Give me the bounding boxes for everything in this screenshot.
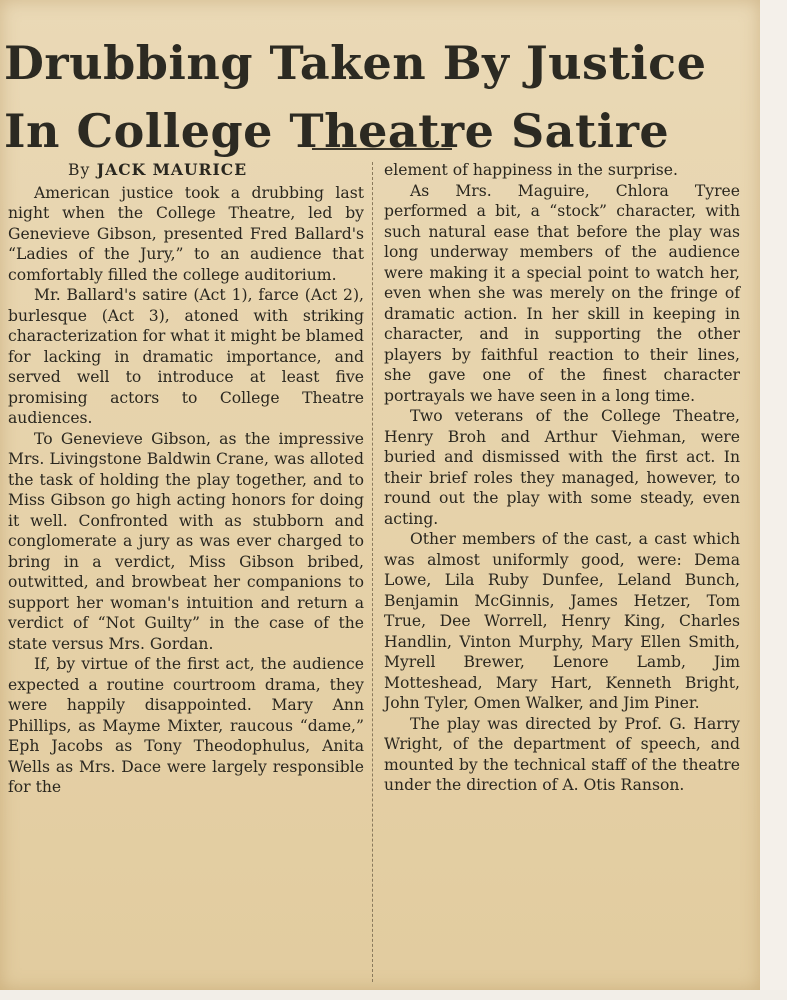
article-column-right bbox=[384, 160, 740, 796]
scan-background-bottom bbox=[0, 990, 787, 1000]
article-column-left bbox=[8, 160, 364, 798]
byline bbox=[8, 160, 364, 181]
article-paragraph: The play was directed by Prof. G. Harry Wright, of the department of speech, and mounted by the technical staff of the theatre under the direction of A. Otis Ranson. bbox=[384, 714, 740, 794]
byline-author: JACK MAURICE bbox=[96, 160, 248, 179]
article-paragraph: American justice took a drubbing last night when the College Theatre, led by Genevieve Gibson, presented Fred Ballard's “Ladies of the Jury,” to an audience that comfortably filled the college auditorium. bbox=[8, 183, 364, 284]
article-paragraph: Other members of the cast, a cast which was almost uniformly good, were: Dema Lowe, Lila Ruby Dunfee, Leland Bunch, Benjamin McGinnis, James Hetzer, Tom True, Dee Worrell, Henry King, Charles Handlin, Vinton Murphy, Mary Ellen Smith, Myrell Brewer, Lenore Lamb, Jim Motteshead, Mary Hart, Kenneth Bright, John Tyler, Omen Walker, and Jim Piner. bbox=[384, 530, 740, 712]
scan-background-right bbox=[760, 0, 787, 1000]
article-paragraph: If, by virtue of the first act, the audience expected a routine courtroom drama, they were happily disappointed. Mary Ann Phillips, as Mayme Mixter, raucous “dame,” Eph Jacobs as Tony Theodophulus, Anita Wells as Mrs. Dace were largely responsible for the bbox=[8, 655, 364, 796]
headline-line-1: Drubbing Taken By Justice bbox=[4, 36, 707, 91]
article-paragraph-continuation: element of happiness in the surprise. bbox=[384, 161, 678, 179]
column-divider bbox=[372, 162, 373, 982]
byline-prefix: By bbox=[68, 161, 91, 179]
headline-rule bbox=[312, 148, 452, 150]
article-paragraph: Two veterans of the College Theatre, Henry Broh and Arthur Viehman, were buried and dismissed with the first act. In their brief roles they managed, however, to round out the play with some steady, even acting. bbox=[384, 407, 740, 528]
article-paragraph: Mr. Ballard's satire (Act 1), farce (Act 2), burlesque (Act 3), atoned with striking characterization for what it might be blamed for lacking in dramatic importance, and served well to introduce at least five promising actors to College Theatre audiences. bbox=[8, 286, 364, 427]
article-paragraph: As Mrs. Maguire, Chlora Tyree performed a bit, a “stock” character, with such natural ease that before the play was long underway members of the audience were making it a special point to watch her, even when she was merely on the fringe of dramatic action. In her skill in keeping in character, and in supporting the other players by faithful reaction to their lines, she gave one of the finest character portrayals we have seen in a long time. bbox=[384, 181, 740, 405]
headline-line-2: In College Theatre Satire bbox=[4, 104, 670, 159]
article-paragraph: To Genevieve Gibson, as the impressive Mrs. Livingstone Baldwin Crane, was alloted the task of holding the play together, and to Miss Gibson go high acting honors for doing it well. Confronted with as stubborn and conglomerate a jury as was ever charged to bring in a verdict, Miss Gibson bribed, outwitted, and browbeat her companions to support her woman's intuition and return a verdict of “Not Guilty” in the case of the state versus Mrs. Gordan. bbox=[8, 429, 364, 653]
headline bbox=[4, 29, 754, 165]
